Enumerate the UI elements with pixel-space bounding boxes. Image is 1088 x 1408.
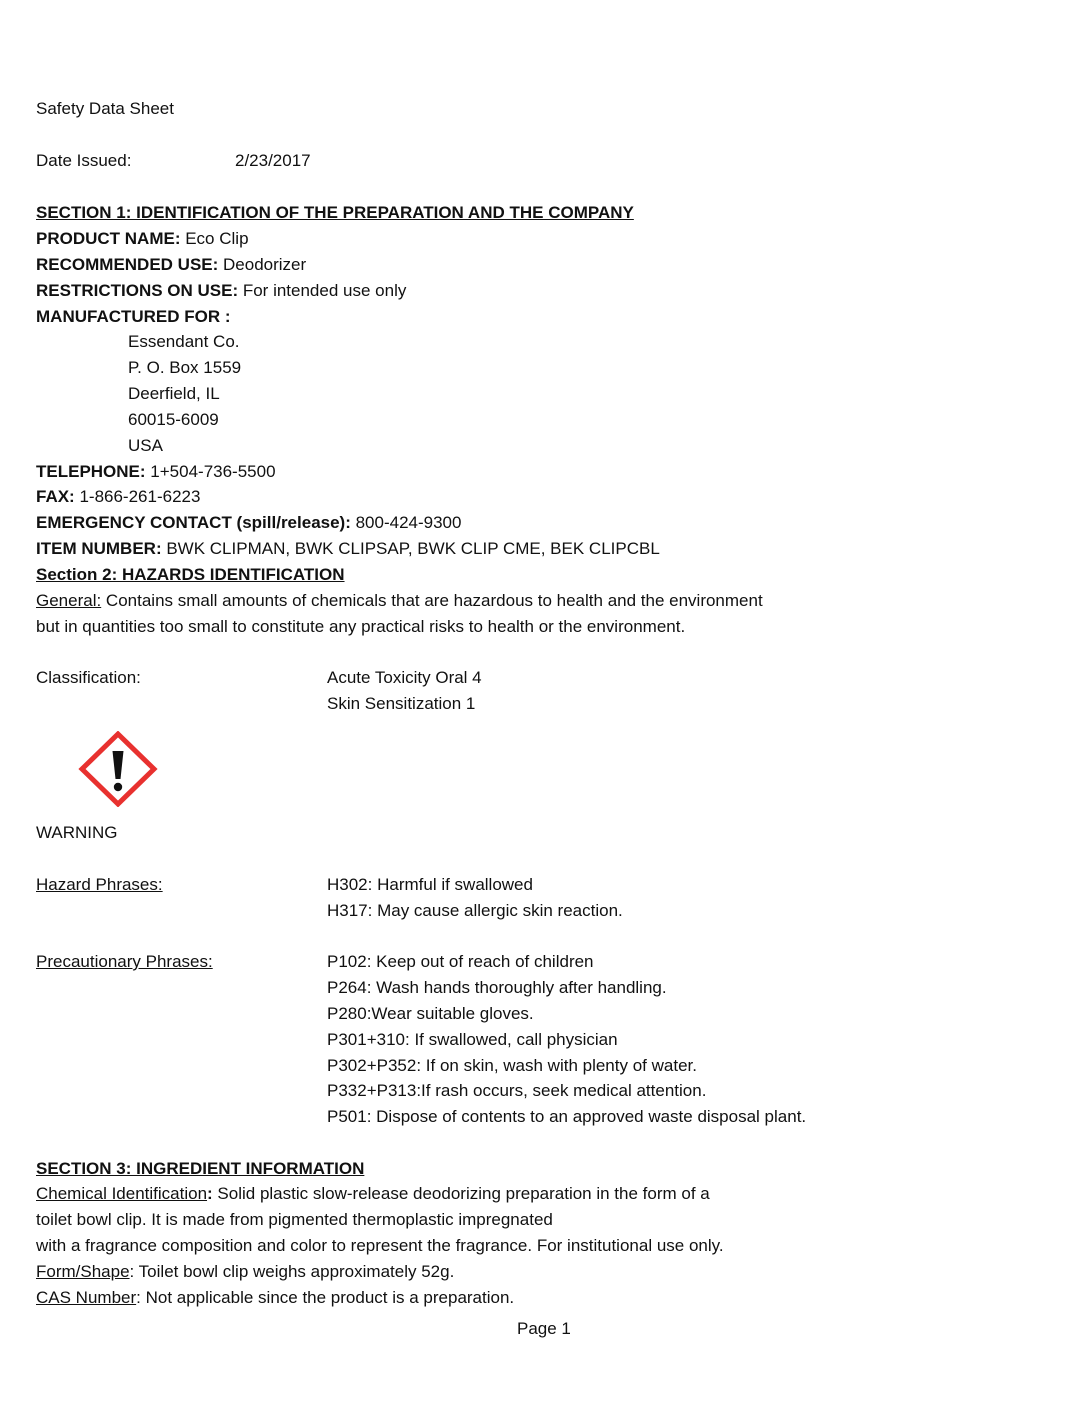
telephone-label: TELEPHONE: <box>36 462 146 481</box>
cas-number-label: CAS Number <box>36 1288 137 1307</box>
chemical-identification-row <box>36 1184 710 1204</box>
hazard-phrase: H302: Harmful if swallowed <box>327 875 533 894</box>
telephone-row <box>36 462 276 482</box>
general-row <box>36 591 763 611</box>
general-text: Contains small amounts of chemicals that are hazardous to health and the environment <box>101 591 763 610</box>
telephone-value: 1+504-736-5500 <box>145 462 276 481</box>
chemical-identification-text: Solid plastic slow-release deodorizing preparation in the form of a <box>212 1184 710 1203</box>
precautionary-phrases-label: Precautionary Phrases: <box>36 952 213 971</box>
fax-value: 1-866-261-6223 <box>74 487 201 506</box>
item-number-label: ITEM NUMBER: <box>36 539 162 558</box>
exclamation-mark-diamond-icon <box>78 731 158 807</box>
chemical-identification-text-continued: toilet bowl clip. It is made from pigmented thermoplastic impregnated <box>36 1210 553 1229</box>
page-number: Page 1 <box>517 1319 571 1338</box>
fax-row <box>36 487 200 507</box>
form-shape-row <box>36 1262 454 1282</box>
address-line: 60015-6009 <box>128 410 219 429</box>
general-label: General: <box>36 591 102 610</box>
hazard-phrases-label: Hazard Phrases: <box>36 875 163 894</box>
form-shape-text: : Toilet bowl clip weighs approximately 52g. <box>129 1262 455 1281</box>
product-name-value: Eco Clip <box>180 229 249 248</box>
precautionary-phrase: P301+310: If swallowed, call physician <box>327 1030 618 1049</box>
hazard-phrase: H317: May cause allergic skin reaction. <box>327 901 623 920</box>
recommended-use-label: RECOMMENDED USE: <box>36 255 219 274</box>
document-title: Safety Data Sheet <box>36 99 174 118</box>
classification-item: Skin Sensitization 1 <box>327 694 476 713</box>
section-2-heading: Section 2: HAZARDS IDENTIFICATION <box>36 565 345 584</box>
manufactured-for-label: MANUFACTURED FOR : <box>36 307 231 326</box>
item-number-row <box>36 539 660 559</box>
classification-label: Classification: <box>36 668 141 687</box>
date-issued-value: 2/23/2017 <box>235 151 311 170</box>
item-number-value: BWK CLIPMAN, BWK CLIPSAP, BWK CLIP CME, BEK CLIPCBL <box>161 539 660 558</box>
address-line: Essendant Co. <box>128 332 240 351</box>
restrictions-row <box>36 281 406 301</box>
signal-word: WARNING <box>36 823 118 842</box>
chemical-identification-colon: : <box>207 1184 213 1203</box>
cas-number-text: : Not applicable since the product is a preparation. <box>136 1288 515 1307</box>
general-text-continued: but in quantities too small to constitute any practical risks to health or the environment. <box>36 617 686 636</box>
restrictions-value: For intended use only <box>238 281 407 300</box>
recommended-use-value: Deodorizer <box>218 255 307 274</box>
chemical-identification-text-continued: with a fragrance composition and color to represent the fragrance. For institutional use only. <box>36 1236 724 1255</box>
precautionary-phrase: P302+P352: If on skin, wash with plenty of water. <box>327 1056 697 1075</box>
precautionary-phrase: P102: Keep out of reach of children <box>327 952 594 971</box>
product-name-row <box>36 229 249 249</box>
product-name-label: PRODUCT NAME: <box>36 229 181 248</box>
fax-label: FAX: <box>36 487 75 506</box>
precautionary-phrase: P332+P313:If rash occurs, seek medical attention. <box>327 1081 707 1100</box>
cas-number-row <box>36 1288 514 1308</box>
section-1-heading: SECTION 1: IDENTIFICATION OF THE PREPARATION AND THE COMPANY <box>36 203 634 222</box>
address-line: Deerfield, IL <box>128 384 220 403</box>
precautionary-phrase: P264: Wash hands thoroughly after handling. <box>327 978 667 997</box>
section-3-heading: SECTION 3: INGREDIENT INFORMATION <box>36 1159 365 1178</box>
precautionary-phrase: P501: Dispose of contents to an approved waste disposal plant. <box>327 1107 807 1126</box>
date-issued <box>36 151 131 171</box>
recommended-use-row <box>36 255 306 275</box>
restrictions-label: RESTRICTIONS ON USE: <box>36 281 239 300</box>
address-line: P. O. Box 1559 <box>128 358 242 377</box>
date-issued-label: Date Issued: <box>36 151 132 170</box>
chemical-identification-label: Chemical Identification <box>36 1184 208 1203</box>
precautionary-phrase: P280:Wear suitable gloves. <box>327 1004 534 1023</box>
form-shape-label: Form/Shape <box>36 1262 130 1281</box>
emergency-contact-label: EMERGENCY CONTACT (spill/release): <box>36 513 351 532</box>
emergency-contact-value: 800-424-9300 <box>350 513 462 532</box>
address-line: USA <box>128 436 163 455</box>
emergency-contact-row <box>36 513 461 533</box>
classification-item: Acute Toxicity Oral 4 <box>327 668 482 687</box>
